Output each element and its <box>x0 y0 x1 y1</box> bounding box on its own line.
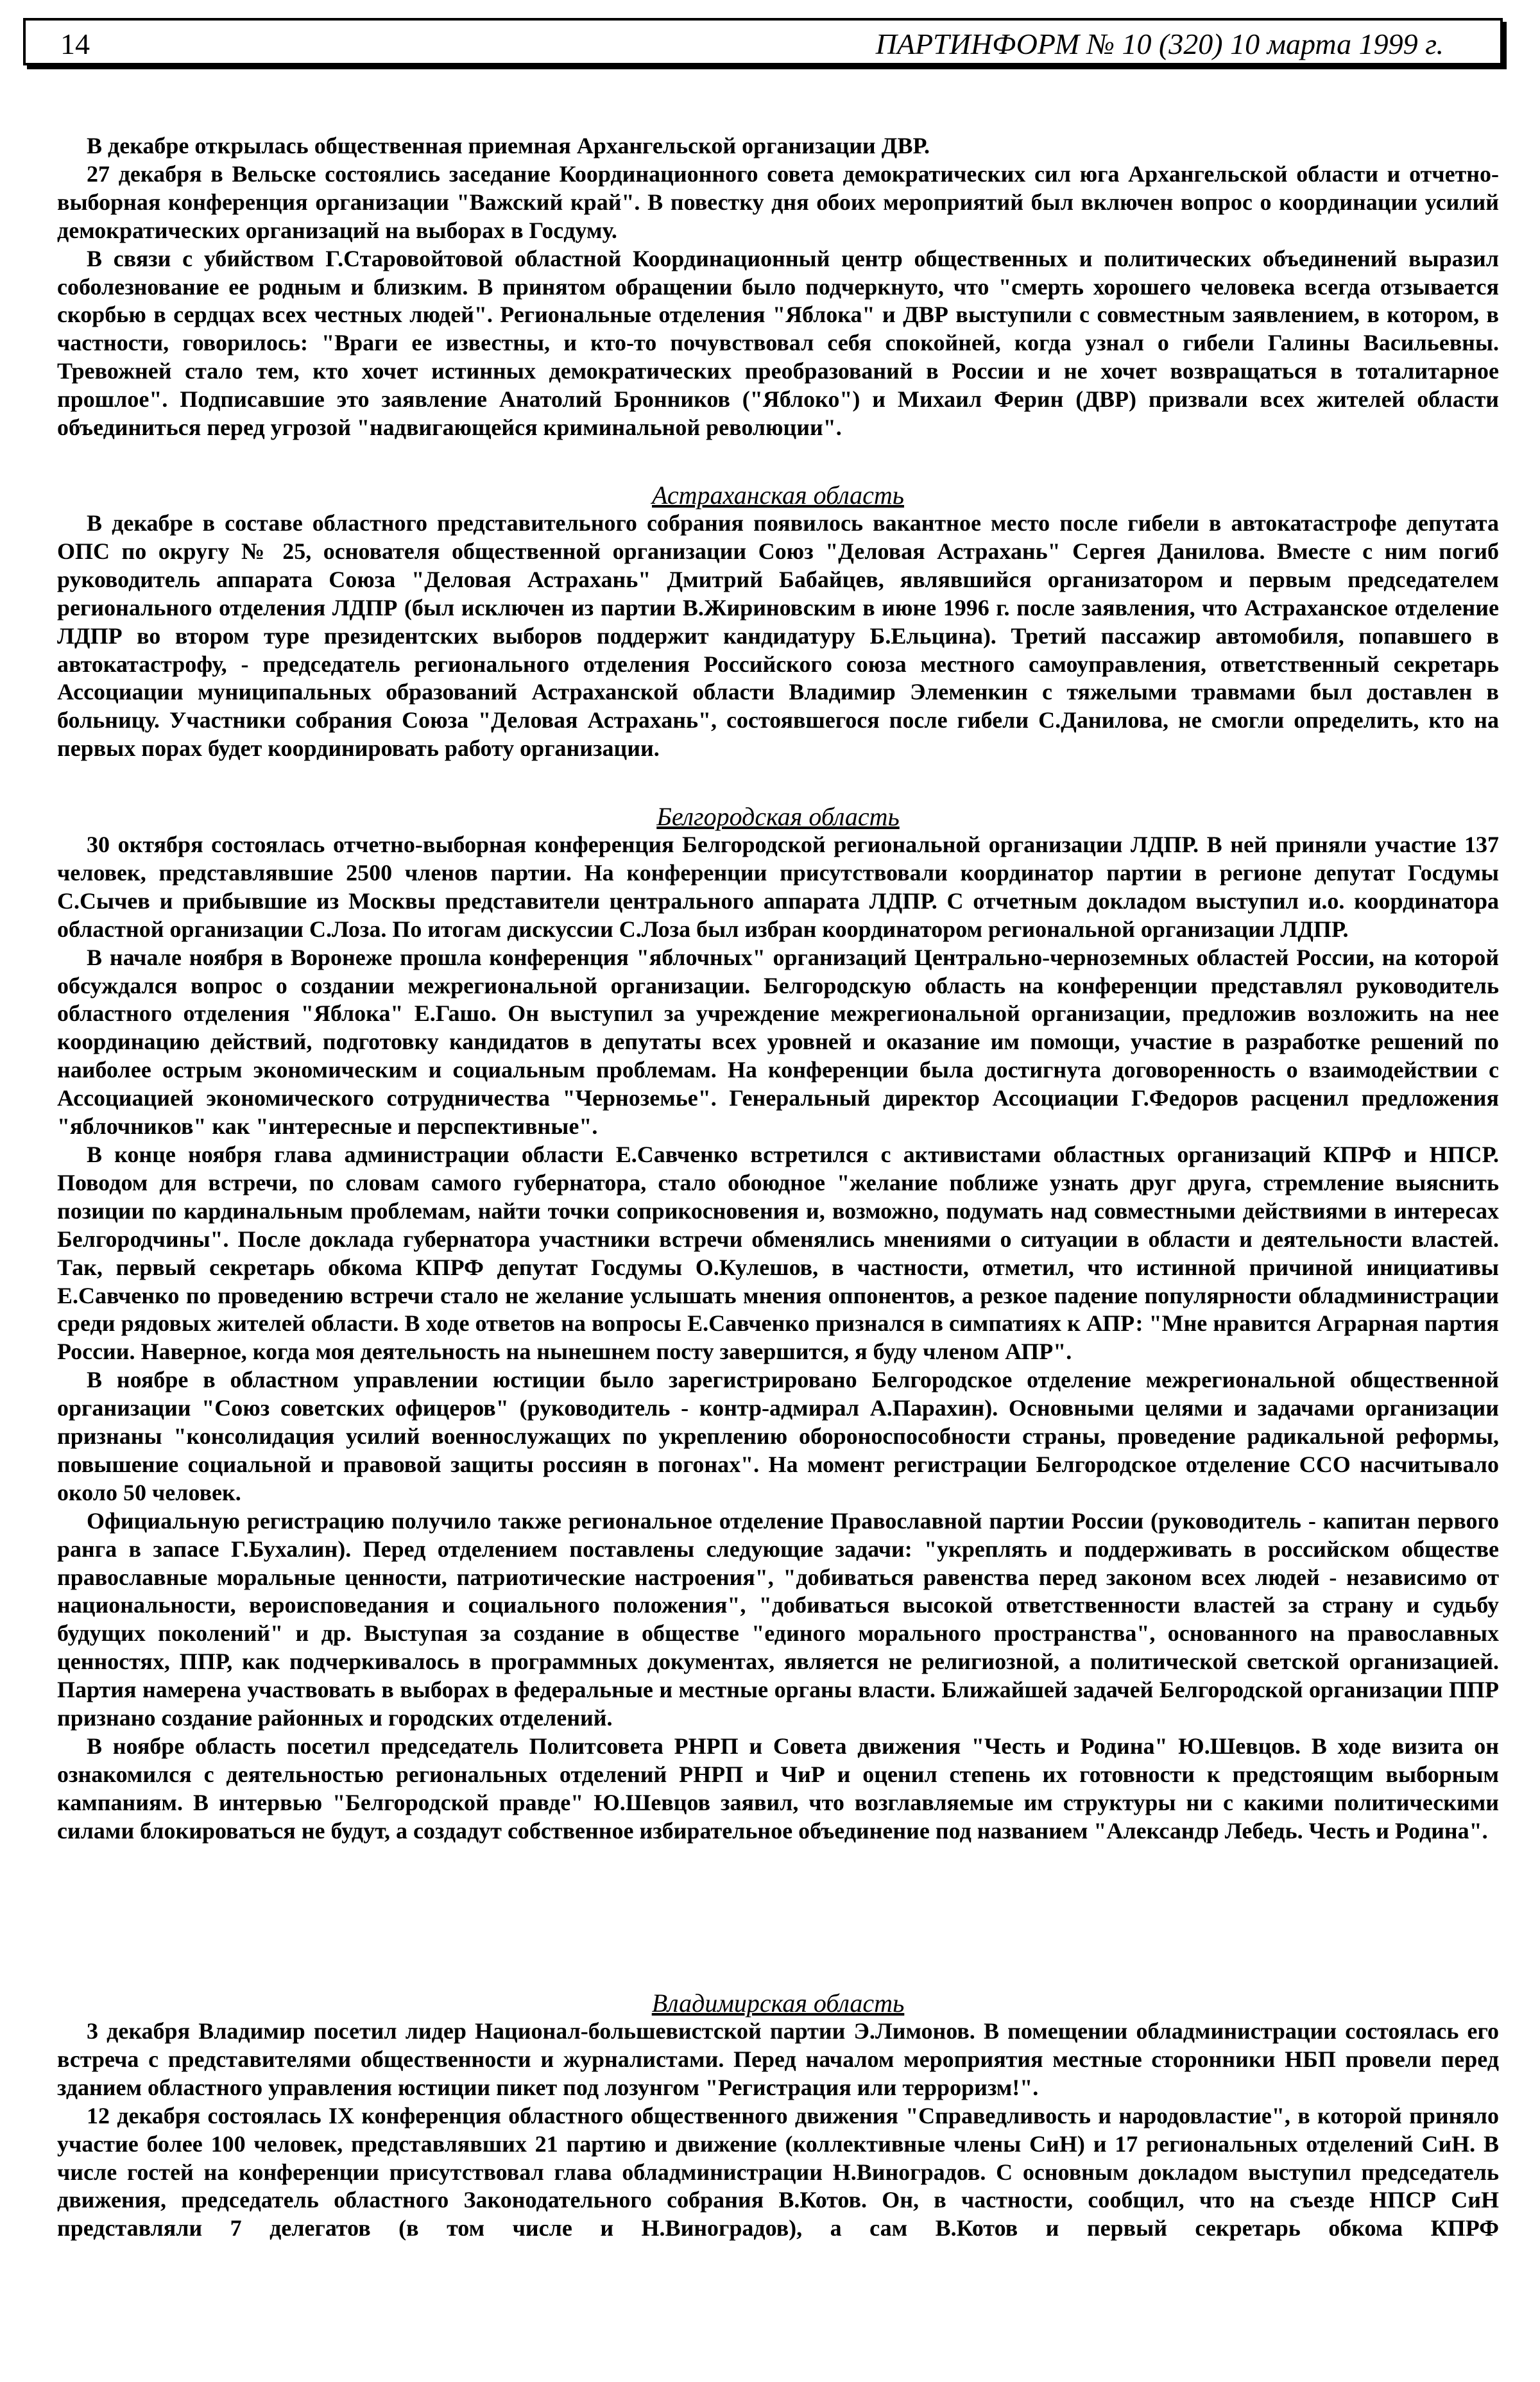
paragraph: В начале ноября в Воронеже прошла конференция "яблочных" организаций Центрально-черноземных областей России, на которой обсуждался вопрос о создании межрегиональной организации. Белгородскую область на конференции представлял руководитель областного отделения "Яблока" Е.Гашо. Он выступил за учреждение межрегиональной организации, предложив возложить на нее координацию действий, подготовку кандидатов в депутаты всех уровней и оказание им помощи, участие в разработке решений по наиболее острым экономическим и социальным проблемам. На конференции была достигнута договоренность о взаимодействии с Ассоциацией экономического сотрудничества "Черноземье". Генеральный директор Ассоциации Г.Федоров расценил предложения "яблочников" как "интересные и перспективные". <box>57 944 1499 1140</box>
section-belgorod <box>57 803 1499 1846</box>
section-heading: Астраханская область <box>652 481 904 510</box>
paragraph: В декабре в составе областного представительного собрания появилось вакантное место после гибели в автокатастрофе депутата ОПС по округу № 25, основателя общественной организации Союз "Деловая Астрахань" Сергея Данилова. Вместе с ним погиб руководитель аппарата Союза "Деловая Астрахань" Дмитрий Бабайцев, являвшийся организатором и первым председателем регионального отделения ЛДПР (был исключен из партии В.Жириновским в июне 1996 г. после заявления, что Астраханское отделение ЛДПР во втором туре президентских выборов поддержит кандидатуру Б.Ельцина). Третий пассажир автомобиля, попавшего в автокатастрофу, - председатель регионального отделения Российского союза местного самоуправления, ответственный секретарь Ассоциации муниципальных образований Астраханской области Владимир Элеменкин с тяжелыми травмами был доставлен в больницу. Участники собрания Союза "Деловая Астрахань", состоявшегося после гибели С.Данилова, не смогли определить, кто на первых порах будет координировать работу организации. <box>57 510 1499 762</box>
paragraph: В ноябре в областном управлении юстиции было зарегистрировано Белгородское отделение межрегиональной общественной организации "Союз советских офицеров" (руководитель - контр-адмирал А.Парахин). Основными целями и задачами организации признаны "консолидация усилий военнослужащих по укреплению обороноспособности страны, проведение радикальной реформы, повышение социальной и правовой защиты россиян в погонах". На момент регистрации Белгородское отделение ССО насчитывало около 50 человек. <box>57 1367 1499 1505</box>
paragraph: 27 декабря в Вельске состоялись заседание Координационного совета демократических сил юга Архангельской области и отчетно-выборная конференция организации "Важский край". В повестку дня обоих мероприятий был включен вопрос о координации усилий демократических организаций на выборах в Госдуму. <box>57 160 1499 243</box>
section-astrakhan <box>57 481 1499 763</box>
section-arkhangelsk <box>57 132 1499 442</box>
paragraph: В ноябре область посетил председатель Политсовета РНРП и Совета движения "Честь и Родина" Ю.Шевцов. В ходе визита он ознакомился с деятельностью региональных отделений РНРП и ЧиР и оценил степень их готовности к предстоящим выборным кампаниям. В интервью "Белгородской правде" Ю.Шевцов заявил, что возглавляемые им структуры ни с какими политическими силами блокироваться не будут, а создадут собственное избирательное объединение под названием "Александр Лебедь. Честь и Родина". <box>57 1733 1499 1844</box>
paragraph: 12 декабря состоялась IX конференция областного общественного движения "Справедливость и народовластие", в которой приняло участие более 100 человек, представлявших 21 партию и движение (коллективные члены СиН) и 17 региональных отделений СиН. В числе гостей на конференции присутствовал глава обладминистрации Н.Виноградов. С основным докладом выступил председатель движения, председатель областного Законодательного собрания В.Котов. Он, в частности, сообщил, что на съезде НПСР СиН представляли 7 делегатов (в том числе и Н.Виноградов), а сам В.Котов и первый секретарь обкома КПРФ <box>57 2102 1499 2241</box>
paragraph: 3 декабря Владимир посетил лидер Национал-большевистской партии Э.Лимонов. В помещении обладминистрации состоялась его встреча с представителями общественности и журналистами. Перед началом мероприятия местные сторонники НБП провели перед зданием областного управления юстиции пикет под лозунгом "Регистрация или терроризм!". <box>57 2018 1499 2100</box>
page-number: 14 <box>60 28 90 60</box>
page-header <box>23 18 1503 65</box>
paragraph: Официальную регистрацию получило также региональное отделение Православной партии России (руководитель - капитан первого ранга в запасе Г.Бухалин). Перед отделением поставлены следующие задачи: "укреплять и поддерживать в российском обществе православные моральные ценности, патриотические настроения", "добиваться равенства перед законом всех людей - независимо от национальности, вероисповедания и социального положения", "добиваться высокой ответственности властей за страну и судьбу будущих поколений" и др. Выступая за создание в обществе "единого морального пространства", основанного на православных ценностях, ППР, как подчеркивалось в программных документах, является не религиозной, а политической светской организацией. Партия намерена участвовать в выборах в федеральные и местные органы власти. Ближайшей задачей Белгородской организации ППР признано создание районных и городских отделений. <box>57 1507 1499 1731</box>
paragraph: В связи с убийством Г.Старовойтовой областной Координационный центр общественных и политических объединений выразил соболезнование ее родным и близким. В принятом обращении было подчеркнуто, что "смерть хорошего человека всегда отзывается скорбью в сердцах всех честных людей". Региональные отделения "Яблока" и ДВР выступили с совместным заявлением, в котором, в частности, говорилось: "Враги ее известны, и кто-то почувствовал себя спокойней, когда узнал о гибели Галины Васильевны. Тревожней стало тем, кто хочет истинных демократических преобразований в России и не хочет возвращаться в тоталитарное прошлое". Подписавшие это заявление Анатолий Бронников ("Яблоко") и Михаил Ферин (ДВР) призвали всех жителей области объединиться перед угрозой "надвигающейся криминальной революции". <box>57 245 1499 441</box>
section-vladimir <box>57 1989 1499 2243</box>
paragraph: В конце ноября глава администрации области Е.Савченко встретился с активистами областных организаций КПРФ и НПСР. Поводом для встречи, по словам самого губернатора, стало обоюдное "желание поближе узнать друг друга, стремление выяснить позиции по кардинальным проблемам, найти точки соприкосновения и, возможно, подумать над совместными действиями в интересах Белгородчины". После доклада губернатора участники встречи обменялись мнениями о ситуации в области и деятельности властей. Так, первый секретарь обкома КПРФ депутат Госдумы О.Кулешов, в частности, отметил, что истинной причиной инициативы Е.Савченко по проведению встречи стало не желание услышать мнения оппонентов, а резкое падение популярности обладминистрации среди рядовых жителей области. В ходе ответов на вопросы Е.Савченко признался в симпатиях к АПР: "Мне нравится Аграрная партия России. Наверное, когда моя деятельность на нынешнем посту завершится, я буду членом АПР". <box>57 1141 1499 1365</box>
paragraph: 30 октября состоялась отчетно-выборная конференция Белгородской региональной организации ЛДПР. В ней приняли участие 137 человек, представлявшие 2500 членов партии. На конференции присутствовали координатор партии в регионе депутат Госдумы С.Сычев и прибывшие из Москвы представители центрального аппарата ЛДПР. С отчетным докладом выступил и.о. координатора областной организации С.Лоза. По итогам дискуссии С.Лоза был избран координатором региональной организации ЛДПР. <box>57 832 1499 942</box>
section-heading: Белгородская область <box>656 802 900 831</box>
issue-line: ПАРТИНФОРМ № 10 (320) 10 марта 1999 г. <box>875 28 1444 60</box>
paragraph: В декабре открылась общественная приемная Архангельской организации ДВР. <box>87 133 930 159</box>
section-heading: Владимирская область <box>651 1989 905 2018</box>
